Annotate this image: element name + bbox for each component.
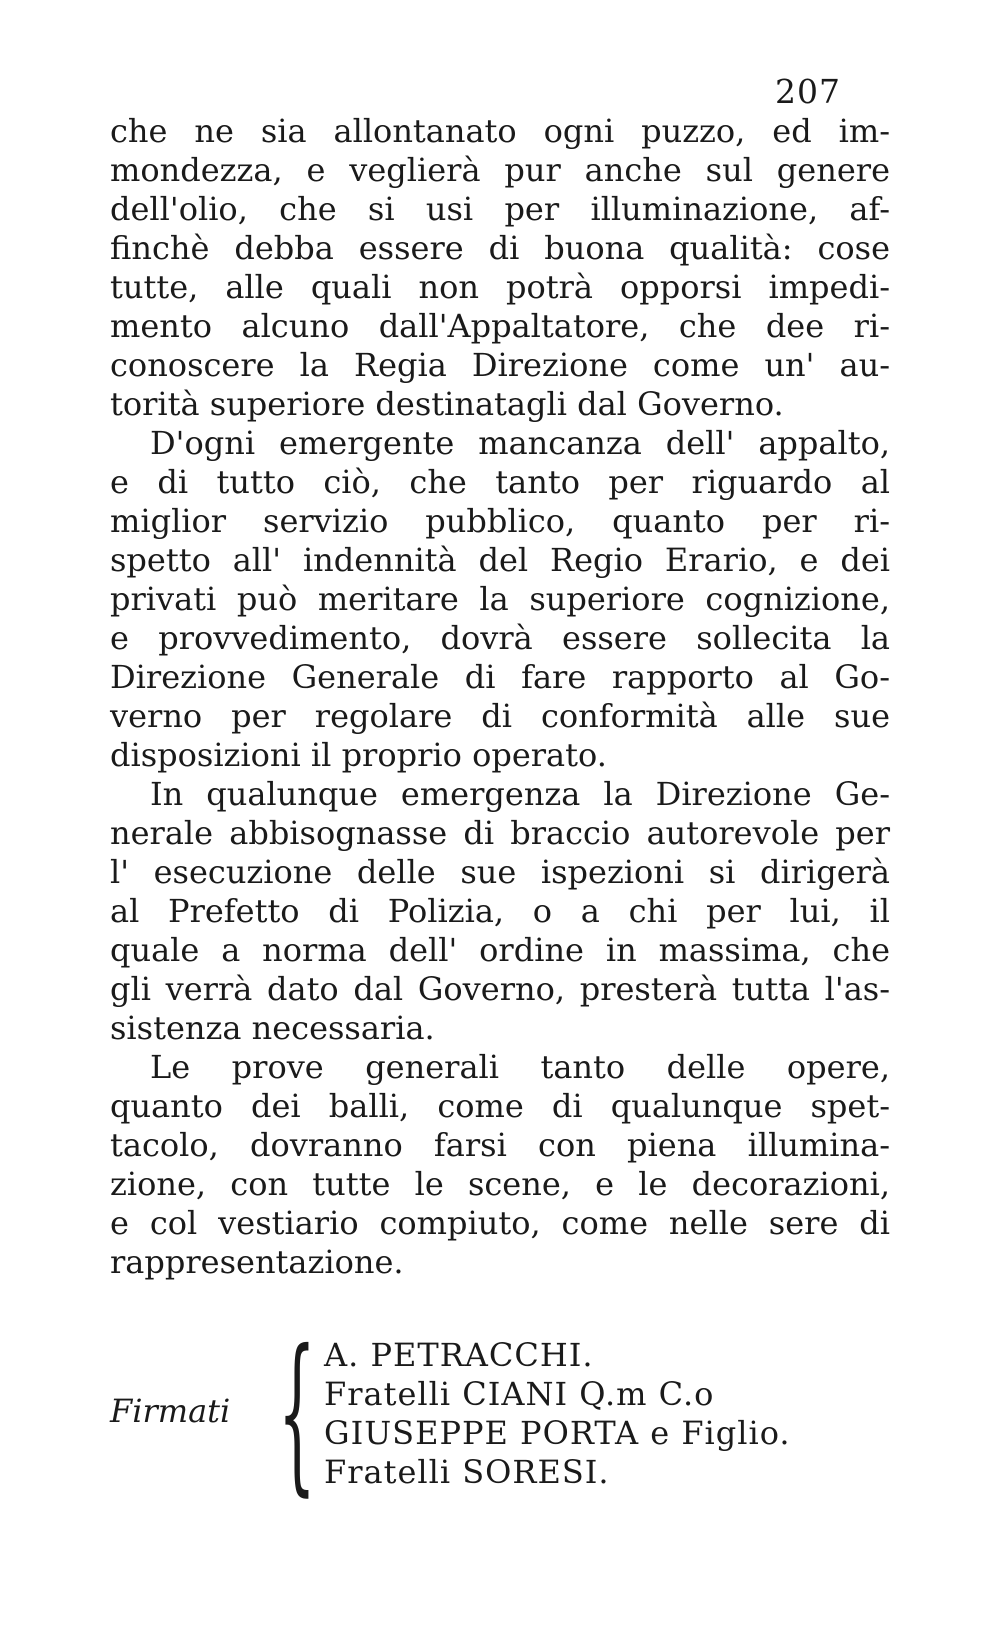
text-line: tutte, alle quali non potrà opporsi impedi- xyxy=(110,268,890,306)
text-line: spetto all' indennità del Regio Erario, e dei xyxy=(110,541,890,579)
signer-name: Fratelli SORESI. xyxy=(324,1453,610,1491)
text-line: tacolo, dovranno farsi con piena illumina- xyxy=(110,1126,890,1164)
text-line: e di tutto ciò, che tanto per riguardo al xyxy=(110,463,890,501)
text-line: e provvedimento, dovrà essere sollecita la xyxy=(110,619,890,657)
paragraph xyxy=(110,775,890,1048)
text-line: privati può meritare la superiore cognizione, xyxy=(110,580,890,618)
text-line: sistenza necessaria. xyxy=(110,1009,435,1047)
brace-glyph: { xyxy=(278,1314,316,1512)
text-line: disposizioni il proprio operato. xyxy=(110,736,607,774)
firmati-label: Firmati xyxy=(110,1392,231,1430)
page-number: 207 xyxy=(775,72,841,111)
signer-name: A. PETRACCHI. xyxy=(324,1336,594,1374)
text-line: dell'olio, che si usi per illuminazione, af- xyxy=(110,190,890,228)
text-line: verno per regolare di conformità alle sue xyxy=(110,697,890,735)
text-line: quanto dei balli, come di qualunque spet- xyxy=(110,1087,890,1125)
paragraph xyxy=(110,1048,890,1282)
text-line: l' esecuzione delle sue ispezioni si dirigerà xyxy=(110,853,890,891)
text-line: torità superiore destinatagli dal Governo. xyxy=(110,385,784,423)
text-line: mondezza, e veglierà pur anche sul genere xyxy=(110,151,890,189)
text-line: mento alcuno dall'Appaltatore, che dee ri- xyxy=(110,307,890,345)
paragraph xyxy=(110,112,890,424)
text-line: conoscere la Regia Direzione come un' au- xyxy=(110,346,890,384)
text-line: zione, con tutte le scene, e le decorazioni, xyxy=(110,1165,890,1203)
text-line: D'ogni emergente mancanza dell' appalto, xyxy=(150,424,890,462)
body-text xyxy=(110,112,890,1282)
signature-block xyxy=(110,1314,890,1512)
signer-name: Fratelli CIANI Q.m C.o xyxy=(324,1375,715,1413)
signer-list xyxy=(324,1336,791,1492)
text-line: finchè debba essere di buona qualità: cose xyxy=(110,229,890,267)
text-line: nerale abbisognasse di braccio autorevole per xyxy=(110,814,890,852)
text-line: miglior servizio pubblico, quanto per ri- xyxy=(110,502,890,540)
signer-name: GIUSEPPE PORTA e Figlio. xyxy=(324,1414,791,1452)
text-line: che ne sia allontanato ogni puzzo, ed im- xyxy=(110,112,890,150)
text-line: gli verrà dato dal Governo, presterà tutta l'as- xyxy=(110,970,890,1008)
text-line: Le prove generali tanto delle opere, xyxy=(150,1048,890,1086)
text-line: e col vestiario compiuto, come nelle sere di xyxy=(110,1204,890,1242)
text-line: Direzione Generale di fare rapporto al Go- xyxy=(110,658,890,696)
text-line: al Prefetto di Polizia, o a chi per lui, il xyxy=(110,892,890,930)
text-line: quale a norma dell' ordine in massima, che xyxy=(110,931,890,969)
text-line: In qualunque emergenza la Direzione Ge- xyxy=(150,775,890,813)
paragraph xyxy=(110,424,890,775)
text-line: rappresentazione. xyxy=(110,1243,404,1281)
